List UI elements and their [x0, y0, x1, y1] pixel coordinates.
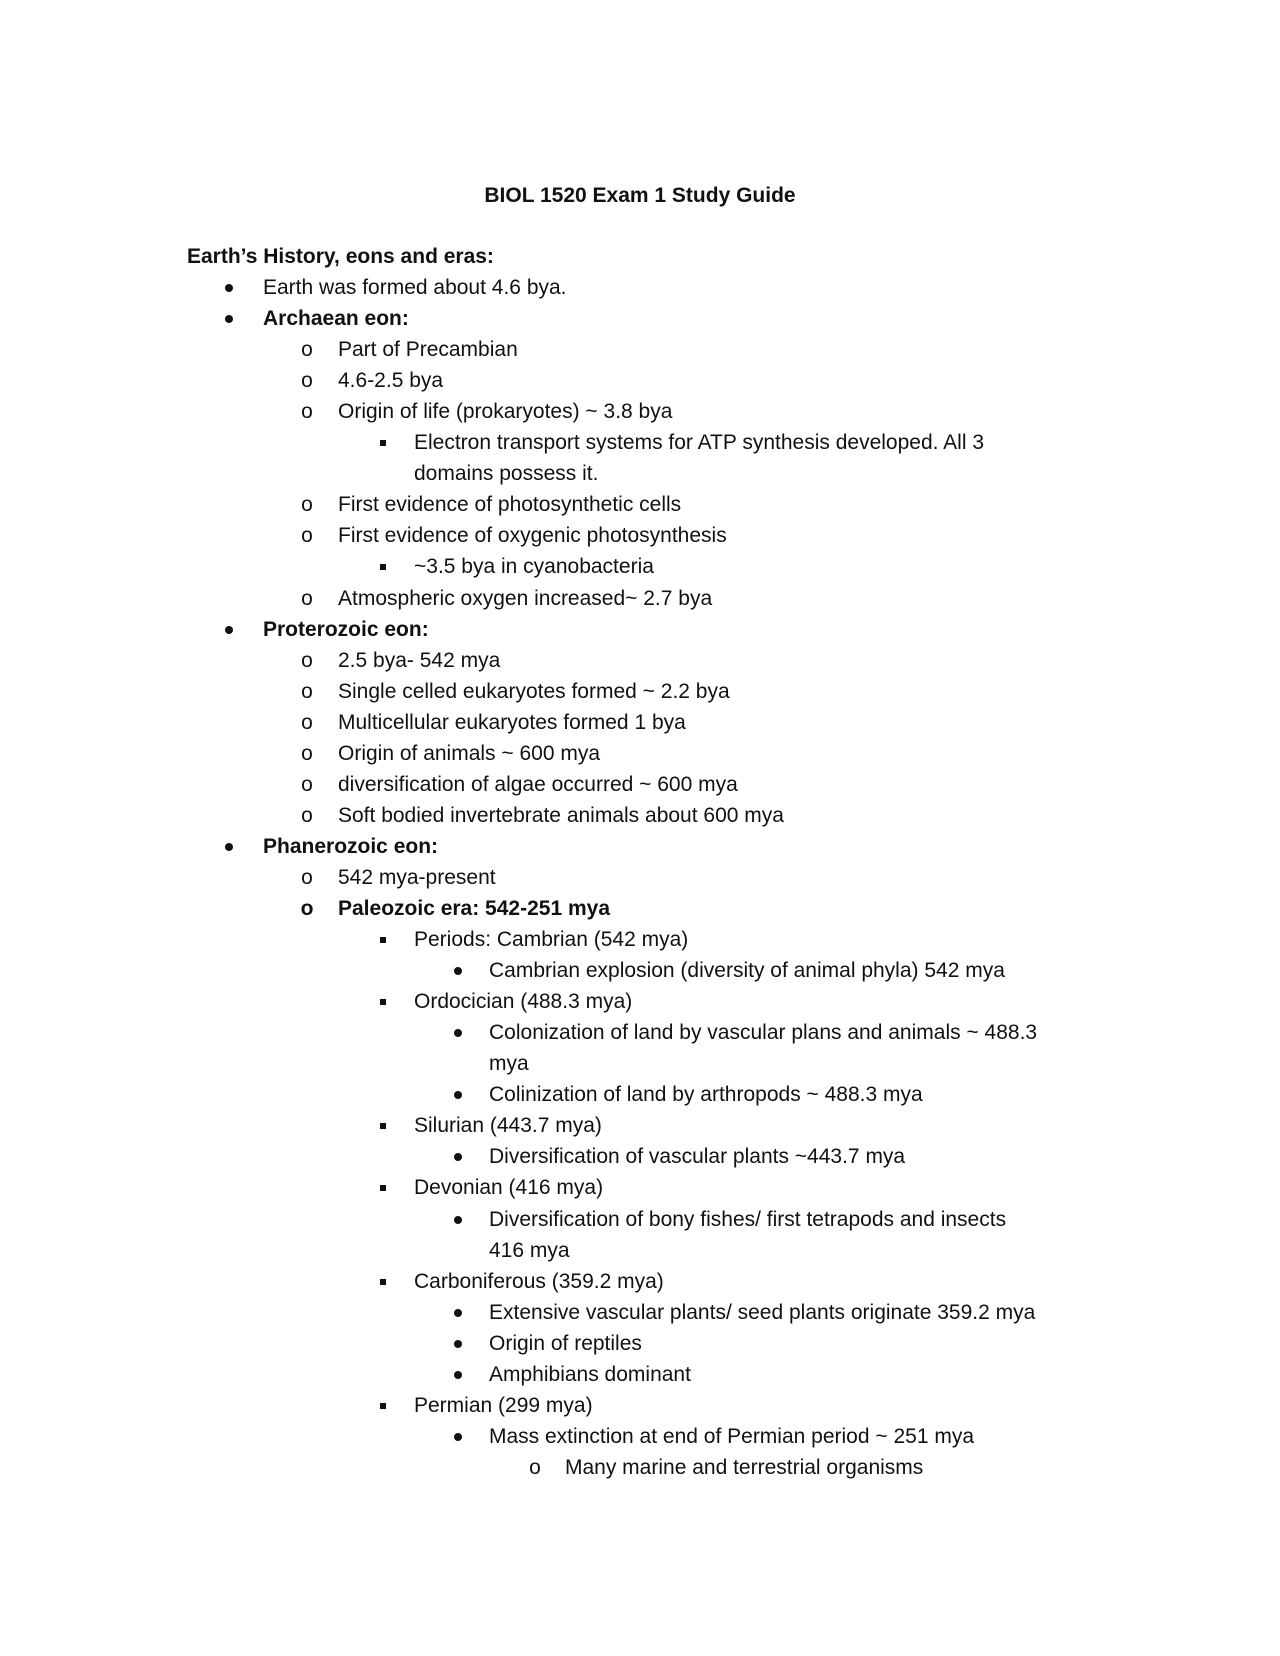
outline-item [0, 677, 1280, 707]
outline-item [0, 1049, 1280, 1079]
circle-bullet-icon: o [301, 493, 313, 516]
circle-bullet-icon: o [301, 773, 313, 796]
outline-item-text: Origin of life (prokaryotes) ~ 3.8 bya [338, 400, 673, 423]
circle-bullet-icon: o [301, 742, 313, 765]
outline-item [0, 615, 1280, 645]
outline-item-text: Atmospheric oxygen increased~ 2.7 bya [338, 587, 713, 610]
outline-item [0, 1236, 1280, 1266]
outline-item [0, 1422, 1280, 1452]
outline-item [0, 459, 1280, 489]
outline-item-text: Ordocician (488.3 mya) [414, 990, 633, 1013]
outline-item [0, 304, 1280, 334]
outline-item [0, 521, 1280, 551]
outline-item-text: Phanerozoic eon: [263, 835, 439, 858]
outline-item-text: Multicellular eukaryotes formed 1 bya [338, 711, 686, 734]
circle-bullet-icon: o [301, 524, 313, 547]
outline-item-text: Carboniferous (359.2 mya) [414, 1270, 664, 1293]
outline-item [0, 646, 1280, 676]
outline-item [0, 925, 1280, 955]
outline-item [0, 1205, 1280, 1235]
outline-item-text: 2.5 bya- 542 mya [338, 649, 501, 672]
outline-item [0, 584, 1280, 614]
outline-item-text: Archaean eon: [263, 307, 409, 330]
outline-item-text: ~3.5 bya in cyanobacteria [414, 555, 654, 578]
outline-item [0, 1018, 1280, 1048]
outline-item [0, 863, 1280, 893]
circle-bullet-icon: o [301, 804, 313, 827]
outline-item-text: Many marine and terrestrial organisms [565, 1456, 924, 1479]
outline-item [0, 1142, 1280, 1172]
outline-item-text: Earth was formed about 4.6 bya. [263, 276, 567, 299]
outline-item [0, 770, 1280, 800]
outline-item-text: 4.6-2.5 bya [338, 369, 444, 392]
outline-item-text: Extensive vascular plants/ seed plants originate 359.2 mya [489, 1301, 1036, 1324]
circle-bullet-icon: o [301, 711, 313, 734]
circle-bullet-icon: o [301, 338, 313, 361]
outline-item [0, 428, 1280, 458]
outline-item-text: Devonian (416 mya) [414, 1176, 604, 1199]
outline-item [0, 1111, 1280, 1141]
outline-item [0, 894, 1280, 924]
outline-item [0, 397, 1280, 427]
outline-item [0, 1080, 1280, 1110]
outline-item-text: Electron transport systems for ATP synthesis developed. All 3 [414, 431, 984, 454]
outline-item [0, 1453, 1280, 1483]
outline-item-text: domains possess it. [414, 462, 599, 485]
outline-item [0, 987, 1280, 1017]
outline-item [0, 273, 1280, 303]
circle-bullet-icon: o [301, 866, 313, 889]
section-heading: Earth’s History, eons and eras: [187, 245, 494, 268]
circle-bullet-icon: o [301, 400, 313, 423]
outline-item [0, 1267, 1280, 1297]
outline-item [0, 1391, 1280, 1421]
circle-bullet-icon: o [529, 1456, 541, 1479]
outline-item-text: Periods: Cambrian (542 mya) [414, 928, 689, 951]
outline-item-text: Mass extinction at end of Permian period ~ 251 mya [489, 1425, 975, 1448]
outline-item-text: Cambrian explosion (diversity of animal phyla) 542 mya [489, 959, 1005, 982]
outline-item [0, 490, 1280, 520]
outline-item-text: Proterozoic eon: [263, 618, 429, 641]
outline-item [0, 366, 1280, 396]
outline-item [0, 708, 1280, 738]
outline-item [0, 956, 1280, 986]
outline-item-text: Colonization of land by vascular plans and animals ~ 488.3 [489, 1021, 1038, 1044]
outline-item-text: mya [489, 1052, 529, 1075]
outline-item-text: Colinization of land by arthropods ~ 488.3 mya [489, 1083, 923, 1106]
outline-item [0, 335, 1280, 365]
outline-item-text: Permian (299 mya) [414, 1394, 593, 1417]
outline-item-text: Part of Precambian [338, 338, 518, 361]
outline-item-text: Origin of reptiles [489, 1332, 642, 1355]
outline-item-text: diversification of algae occurred ~ 600 mya [338, 773, 738, 796]
outline-item [0, 552, 1280, 582]
outline-item [0, 1360, 1280, 1390]
outline-item [0, 739, 1280, 769]
outline-item-text: Diversification of vascular plants ~443.7 mya [489, 1145, 906, 1168]
outline-item-text: Diversification of bony fishes/ first tetrapods and insects [489, 1208, 1007, 1231]
outline-item-text: 542 mya-present [338, 866, 496, 889]
document-title: BIOL 1520 Exam 1 Study Guide [484, 184, 796, 207]
outline-item-text: Silurian (443.7 mya) [414, 1114, 602, 1137]
circle-bullet-icon: o [301, 680, 313, 703]
circle-bullet-icon: o [301, 587, 313, 610]
outline-item-text: First evidence of photosynthetic cells [338, 493, 682, 516]
outline-item-text: Soft bodied invertebrate animals about 600 mya [338, 804, 784, 827]
outline-item [0, 1173, 1280, 1203]
outline-item-text: 416 mya [489, 1239, 570, 1262]
outline-item-text: Single celled eukaryotes formed ~ 2.2 bya [338, 680, 730, 703]
outline-item [0, 1298, 1280, 1328]
circle-bullet-icon: o [300, 897, 314, 920]
circle-bullet-icon: o [301, 369, 313, 392]
circle-bullet-icon: o [301, 649, 313, 672]
outline-item [0, 801, 1280, 831]
outline-item-text: Origin of animals ~ 600 mya [338, 742, 601, 765]
outline-item [0, 832, 1280, 862]
outline-item-text: First evidence of oxygenic photosynthesis [338, 524, 727, 547]
outline-item [0, 1329, 1280, 1359]
outline-item-text: Amphibians dominant [489, 1363, 691, 1386]
outline-item-text: Paleozoic era: 542-251 mya [338, 897, 610, 920]
